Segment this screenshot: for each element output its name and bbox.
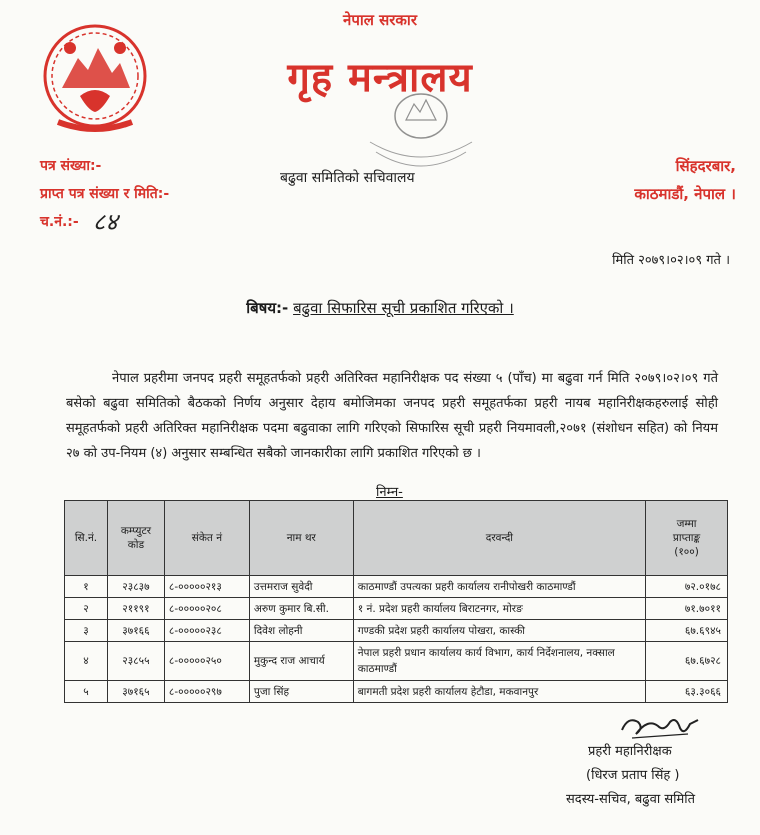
cell-score: ६७.६७२८ xyxy=(646,642,728,681)
address-line-1: सिंहदरबार, xyxy=(675,157,736,175)
cell-code: २३८५५ xyxy=(107,642,164,681)
cell-code: २११९१ xyxy=(107,598,164,620)
cell-posting: नेपाल प्रहरी प्रधान कार्यालय कार्य विभाग, कार्य निर्देशनालय, नक्साल काठमाण्डौं xyxy=(353,642,645,681)
signatory-name: (धिरज प्रताप सिंह ) xyxy=(586,768,680,783)
recommendation-table xyxy=(64,500,728,703)
signatory-title: प्रहरी महानिरीक्षक xyxy=(588,744,672,759)
cell-code: ३७१६६ xyxy=(107,620,164,642)
cell-score: ७१.७०११ xyxy=(646,598,728,620)
cell-score: ६३.३०६६ xyxy=(646,681,728,703)
letter-number-label: पत्र संख्या:- xyxy=(40,158,102,174)
department-name: बढुवा समितिको सचिवालय xyxy=(280,170,415,186)
cell-sn: ५ xyxy=(65,681,108,703)
list-heading: निम्न- xyxy=(376,485,403,500)
header-computer-code: कम्प्युटर कोड xyxy=(107,501,164,576)
cell-code: ३७१६५ xyxy=(107,681,164,703)
letter-meta-left xyxy=(40,152,169,236)
cell-sn: ४ xyxy=(65,642,108,681)
cell-posting: काठमाण्डौं उपत्यका प्रहरी कार्यालय रानीपोखरी काठमाण्डौं xyxy=(353,576,645,598)
government-name: नेपाल सरकार xyxy=(343,11,417,29)
cell-name: मुकुन्द राज आचार्य xyxy=(249,642,353,681)
header-name: नाम थर xyxy=(249,501,353,576)
cell-sn: ३ xyxy=(65,620,108,642)
table-row xyxy=(65,620,728,642)
received-letter-label: प्राप्त पत्र संख्या र मिति:- xyxy=(40,186,170,202)
cell-posting: गण्डकी प्रदेश प्रहरी कार्यालय पोखरा, कास्की xyxy=(353,620,645,642)
table-row xyxy=(65,576,728,598)
subject-label: बिषय:- xyxy=(246,299,289,317)
signatory-role: सदस्य-सचिव, बढुवा समिति xyxy=(566,792,696,807)
cell-name: दिवेश लोहनी xyxy=(249,620,353,642)
cell-name: उत्तमराज सुवेदी xyxy=(249,576,353,598)
header-total-score: जम्मा प्राप्ताङ्क (१००) xyxy=(646,501,728,576)
table-header-row xyxy=(65,501,728,576)
address-line-2: काठमाडौं, नेपाल । xyxy=(634,185,736,203)
cell-symbol: ८-०००००२१३ xyxy=(164,576,249,598)
cell-symbol: ८-०००००२०८ xyxy=(164,598,249,620)
ministry-title: गृह मन्त्रालय xyxy=(287,55,473,101)
cell-score: ७२.०१७८ xyxy=(646,576,728,598)
table-row xyxy=(65,598,728,620)
header-sn: सि.नं. xyxy=(65,501,108,576)
cell-name: पुजा सिंह xyxy=(249,681,353,703)
header-symbol-no: संकेत नं xyxy=(164,501,249,576)
cell-sn: १ xyxy=(65,576,108,598)
address-block xyxy=(634,152,736,208)
cell-code: २३८३७ xyxy=(107,576,164,598)
table-row xyxy=(65,642,728,681)
ministry-stamp xyxy=(362,80,480,168)
table-row xyxy=(65,681,728,703)
dispatch-number-label: च.नं.:- xyxy=(40,214,79,230)
cell-symbol: ८-०००००२५० xyxy=(164,642,249,681)
date-line: मिति २०७९।०२।०९ गते । xyxy=(612,253,730,268)
handwritten-signature xyxy=(618,708,702,742)
cell-name: अरुण कुमार बि.सी. xyxy=(249,598,353,620)
cell-posting: १ नं. प्रदेश प्रहरी कार्यालय बिराटनगर, मोरङ xyxy=(353,598,645,620)
subject-text: बढुवा सिफारिस सूची प्रकाशित गरिएको । xyxy=(293,299,514,317)
body-text: नेपाल प्रहरीमा जनपद प्रहरी समूहतर्फको प्रहरी अतिरिक्त महानिरीक्षक पद संख्या ५ (पाँच) मा बढुवा गर्न मिति २०७९।०२।०९ गते बसेको बढुवा समितिको बैठकको निर्णय अनुसार देहाय बमोजिमका जनपद प्रहरी समूहतर्फका प्रहरी नायब महानिरीक्षकहरुलाई सोही समूहतर्फको प्रहरी अतिरिक्त महानिरीक्षक पदमा बढुवाका लागि गरिएको सिफारिस सूची प्रहरी नियमावली,२०७१ (संशोधन सहित) को नियम २७ को उप-नियम (४) अनुसार सम्बन्धित सबैको जानकारीका लागि प्रकाशित गरिएको छ । xyxy=(66,371,718,461)
cell-score: ६७.६९४५ xyxy=(646,620,728,642)
header-posting: दरवन्दी xyxy=(353,501,645,576)
body-paragraph xyxy=(66,366,718,466)
subject-line xyxy=(0,298,760,318)
dispatch-number-handwritten: ८४ xyxy=(92,208,118,236)
cell-symbol: ८-०००००२३८ xyxy=(164,620,249,642)
cell-symbol: ८-०००००२९७ xyxy=(164,681,249,703)
cell-sn: २ xyxy=(65,598,108,620)
cell-posting: बागमती प्रदेश प्रहरी कार्यालय हेटौडा, मकवानपुर xyxy=(353,681,645,703)
